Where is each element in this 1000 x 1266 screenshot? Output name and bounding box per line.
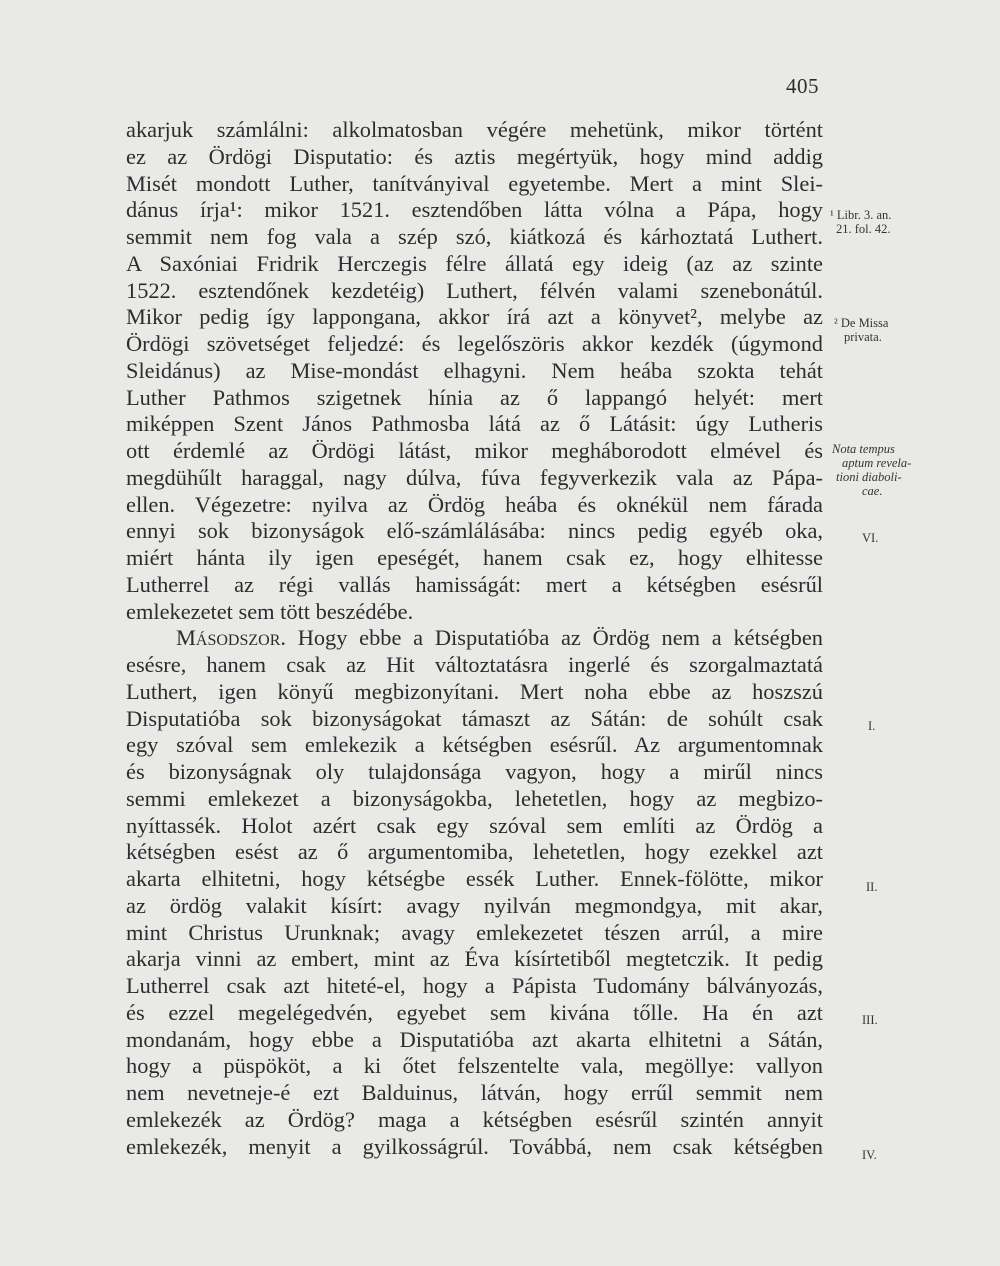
margin-note-de-missa — [834, 316, 888, 344]
text-line: Lutherrel csak azt hiteté-el, hogy a Pápista Tudomány bálványozás, — [126, 973, 823, 998]
text-line: emlekezék az Ördög? maga a kétségben esésrűl szintén annyit — [126, 1106, 823, 1132]
text-line: Lutherrel az régi vallás hamisságát: mert a kétségben esésrűl — [126, 571, 823, 597]
text-line: megdühűlt haraggal, nagy dúlva, fúva fegyverkezik vala az Pápa- — [126, 464, 823, 490]
text-line: dánus írja¹: mikor 1521. esztendőben látta vólna a Pápa, hogy — [126, 197, 823, 223]
text-line: akarta elhitetni, hogy kétségbe essék Luther. Ennek-fölötte, mikor — [126, 866, 823, 891]
section-lead: Másodszor. — [176, 625, 286, 651]
text-line: nem nevetneje-é ezt Balduinus, látván, hogy errűl semmit nem — [126, 1080, 823, 1105]
text-line: ez az Ördögi Disputatio: és aztis megértyük, hogy mind addig — [126, 143, 823, 169]
text-line: Sleidánus) az Mise-mondást elhagyni. Nem heába szokta tehát — [126, 357, 823, 383]
text-line: Disputatióba sok bizonyságokat támaszt az Sátán: de sohúlt csak — [126, 705, 823, 731]
margin-numeral-i: I. — [868, 719, 876, 733]
text-line: egy szóval sem emlekezik a kétségben esésrűl. Az argumentomnak — [126, 732, 823, 758]
text-line: Mikor pedig így lappongana, akkor írá azt a könyvet², melybe az — [126, 304, 823, 330]
margin-note-line: tioni diaboli- — [836, 470, 902, 484]
text-line: Ördögi szövetséget feljedzé: és legelőszöris akkor kezdék (úgymond — [126, 331, 823, 356]
text-line: és ezzel megelégedvén, egyebet sem kivána tőlle. Ha én azt — [126, 999, 823, 1025]
margin-note-nota-tempus — [832, 442, 911, 498]
text-line: mondanám, hogy ebbe a Disputatióba azt akarta elhitetni a Sátán, — [126, 1026, 823, 1052]
margin-note-line: 21. fol. 42. — [836, 222, 891, 236]
main-text-column — [126, 117, 823, 1160]
text-line: miért hánta ily igen epeségét, hanem csak ez, hogy elhitesse — [126, 545, 823, 570]
margin-note-line: cae. — [862, 484, 883, 498]
text-line: akarja vinni az embert, mint az Éva kísírtetiből megtetczik. It pedig — [126, 946, 823, 972]
text-line: semmi emlekezet a bizonyságokba, lehetetlen, hogy az megbizo- — [126, 785, 823, 811]
text-line: ott érdemlé az Ördögi látást, mikor megháborodott elmével és — [126, 438, 823, 463]
margin-note-line: privata. — [844, 330, 882, 344]
text-line: semmit nem fog vala a szép szó, kiátkozá és kárhoztatá Luthert. — [126, 224, 823, 249]
margin-note-libr — [830, 208, 891, 236]
text-line: Misét mondott Luther, tanítványival egyetembe. Mert a mint Slei- — [126, 170, 823, 196]
page-number: 405 — [786, 74, 819, 98]
text-line: miképpen Szent János Pathmosba látá az ő Látásit: úgy Lutheris — [126, 411, 823, 437]
text-line: ellen. Végezetre: nyilva az Ördög heába és oknékül nem fárada — [126, 491, 823, 517]
text-line: hogy a püspököt, a ki őtet felszentelte vala, megöllye: vallyon — [126, 1053, 823, 1079]
margin-numeral-iv: IV. — [862, 1148, 877, 1162]
text-line: esésre, hanem csak az Hit változtatásra ingerlé és szorgalmaztatá — [126, 652, 823, 677]
text-line: A Saxóniai Fridrik Herczegis félre állatá egy ideig (az az szinte — [126, 250, 823, 276]
margin-note-line: aptum revela- — [842, 456, 912, 470]
margin-numeral-vi: VI. — [862, 531, 879, 545]
text-line: emlekezetet sem tött beszédébe. — [126, 598, 414, 624]
text-line: kétségben esést az ő argumentomiba, lehetetlen, hogy ezekkel azt — [126, 839, 823, 865]
text-line: 1522. esztendőnek kezdetéig) Luthert, félvén valami szenebonátúl. — [126, 277, 823, 303]
margin-note-line: ² De Missa — [834, 316, 889, 330]
text-line: mint Christus Urunknak; avagy emlekezetet tészen arrúl, a mire — [126, 919, 823, 945]
text-line: és bizonyságnak oly tulajdonsága vagyon, hogy a mirűl nincs — [126, 759, 823, 784]
text-line: akarjuk számlálni: alkolmatosban végére mehetünk, mikor történt — [126, 117, 823, 142]
margin-numeral-ii: II. — [866, 880, 878, 894]
margin-note-line: Nota tempus — [832, 442, 895, 456]
text-line: nyíttassék. Holot azért csak egy szóval sem említi az Ördög a — [126, 812, 823, 838]
text-line: Luther Pathmos szigetnek hínia az ő lappangó helyét: mert — [126, 384, 823, 410]
text-line: emlekezék, menyit a gyilkosságrúl. Továbbá, nem csak kétségben — [126, 1133, 823, 1159]
text-line-paragraph-start — [126, 625, 823, 652]
text-line: az ördög valakit kísírt: avagy nyilván megmondgya, mit akar, — [126, 892, 823, 918]
section-lead-rest: Hogy ebbe a Disputatióba az Ördög nem a kétségben — [285, 625, 823, 651]
margin-note-line: ¹ Libr. 3. an. — [830, 208, 892, 222]
margin-numeral-iii: III. — [862, 1013, 878, 1027]
text-line: Luthert, igen könyű megbizonyítani. Mert noha ebbe az hoszszú — [126, 678, 823, 704]
text-line: ennyi sok bizonyságok elő-számlálásába: nincs pedig egyéb oka, — [126, 518, 823, 544]
